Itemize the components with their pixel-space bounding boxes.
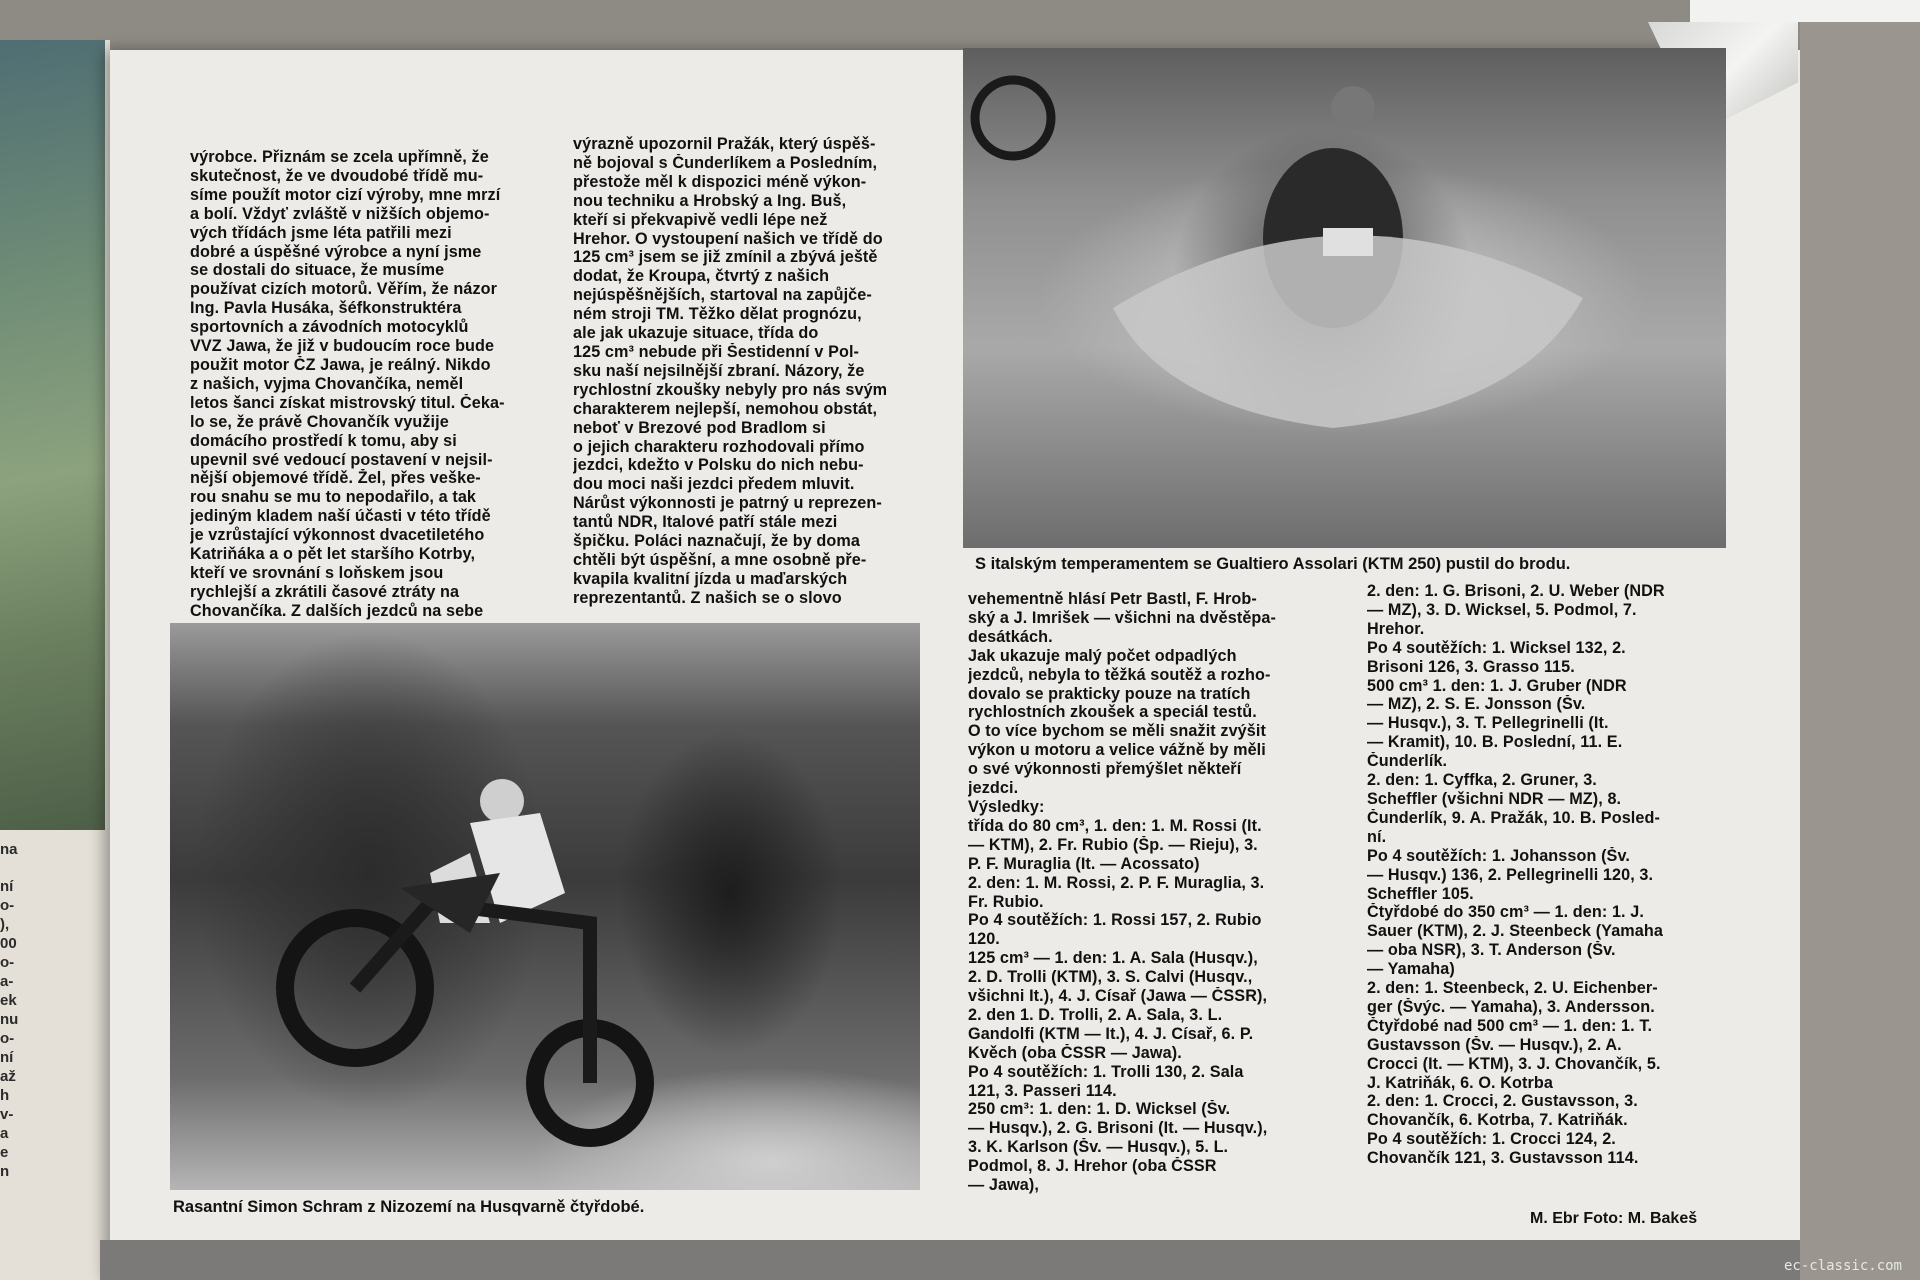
article-line: ném stroji TM. Těžko dělat prognózu, (573, 305, 862, 324)
previous-page-line: a- (0, 973, 14, 990)
article-line: — MZ), 3. D. Wicksel, 5. Podmol, 7. (1367, 600, 1637, 619)
previous-page-photo (0, 40, 105, 830)
previous-page-line: až (0, 1068, 16, 1085)
table-surface (1800, 0, 1920, 1280)
site-watermark: ec-classic.com (1783, 1258, 1902, 1274)
article-line: sku naší nejsilnější zbraní. Názory, že (573, 361, 865, 380)
article-line: rychlejší a zkrátili časové ztráty na (190, 582, 460, 601)
article-line: Crocci (It. — KTM), 3. J. Chovančík, 5. (1367, 1054, 1661, 1073)
article-line: — MZ), 2. S. E. Jonsson (Šv. (1367, 695, 1586, 714)
article-line: a bolí. Vždyť zvláště v nižších objemo- (190, 204, 490, 223)
article-line: 125 cm³ jsem se již zmínil a zbývá ještě (573, 248, 878, 267)
article-line: 250 cm³: 1. den: 1. D. Wicksel (Šv. (968, 1100, 1231, 1119)
article-line: skutečnost, že ve dvoudobé třídě mu- (190, 166, 484, 185)
previous-page-line: ní (0, 1049, 14, 1066)
article-line: P. F. Muraglia (It. — Acossato) (968, 854, 1200, 873)
article-column-1 (190, 148, 530, 621)
article-line: Kvěch (oba ČSSR — Jawa). (968, 1043, 1182, 1062)
article-line: Jak ukazuje malý počet odpadlých (968, 646, 1237, 665)
article-line: dou moci naši jezdci předem mluvit. (573, 475, 855, 494)
article-line: použit motor ČZ Jawa, je reálný. Nikdo (190, 355, 491, 374)
article-line: dobré a úspěšné výrobce a nyní jsme (190, 242, 482, 261)
article-line: Sauer (KTM), 2. J. Steenbeck (Yamaha (1367, 922, 1663, 941)
article-line: Po 4 soutěžích: 1. Crocci 124, 2. (1367, 1130, 1616, 1149)
article-line: — KTM), 2. Fr. Rubio (Šp. — Rieju), 3. (968, 835, 1258, 854)
article-line: nou techniku a Hrobský a Ing. Buš, (573, 191, 847, 210)
article-line: vých třídách jsme léta patřili mezi (190, 223, 452, 242)
article-line: domácího prostředí k tomu, aby si (190, 431, 457, 450)
article-line: jezdci. (968, 779, 1019, 798)
article-line: Chovančík 121, 3. Gustavsson 114. (1367, 1149, 1639, 1168)
article-line: jezdci, kdežto v Polsku do nich nebu- (573, 456, 864, 475)
article-line: používat cizích motorů. Věřím, že názor (190, 280, 498, 299)
previous-page-line: nu (0, 1011, 19, 1028)
article-column-3 (968, 590, 1323, 1195)
article-line: reprezentantů. Z našich se o slovo (573, 588, 842, 607)
article-line: 3. K. Karlson (Šv. — Husqv.), 5. L. (968, 1138, 1229, 1157)
article-line: — Jawa), (968, 1176, 1039, 1195)
article-line: letos šanci získat mistrovský titul. Čeka- (190, 393, 505, 412)
article-line: ský a J. Imrišek — všichni na dvěstěpa- (968, 608, 1277, 627)
motorcycle-illustration (170, 623, 920, 1190)
photo-caption-right: S italským temperamentem se Gualtiero Assolari (KTM 250) pustil do brodu. (975, 555, 1571, 573)
article-line: o své výkonnosti přemýšlet někteří (968, 760, 1242, 779)
article-line: Po 4 soutěžích: 1. Trolli 130, 2. Sala (968, 1062, 1244, 1081)
article-line: 120. (968, 930, 1000, 949)
next-page-strip (100, 1240, 1800, 1280)
article-line: ně bojoval s Čunderlíkem a Posledním, (573, 153, 878, 172)
article-line: 125 cm³ nebude při Šestidenní v Pol- (573, 342, 860, 361)
article-line: J. Katriňák, 6. O. Kotrba (1367, 1073, 1554, 1092)
paper-edge (1690, 0, 1920, 22)
previous-page-line: n (0, 1163, 10, 1180)
article-line: 2. den: 1. M. Rossi, 2. P. F. Muraglia, 3. (968, 873, 1265, 892)
previous-page-line: 00 (0, 935, 17, 952)
article-line: — Husqv.) 136, 2. Pellegrinelli 120, 3. (1367, 865, 1654, 884)
previous-page-line: v- (0, 1106, 14, 1123)
article-line: Scheffler 105. (1367, 884, 1474, 903)
article-line: kvapila kvalitní jízda u maďarských (573, 569, 848, 588)
article-line: sportovních a závodních motocyklů (190, 318, 469, 337)
previous-page-text (0, 840, 100, 1181)
article-line: 2. D. Trolli (KTM), 3. S. Calvi (Husqv., (968, 968, 1253, 987)
article-line: — Husqv.), 2. G. Brisoni (It. — Husqv.), (968, 1119, 1268, 1138)
article-line: 2. den: 1. G. Brisoni, 2. U. Weber (NDR (1367, 582, 1665, 600)
article-line: Fr. Rubio. (968, 892, 1044, 911)
previous-page-line: o- (0, 954, 15, 971)
previous-page-line: a (0, 1125, 9, 1142)
article-line: Čunderlík, 9. A. Pražák, 10. B. Posled- (1367, 808, 1660, 827)
article-column-4 (1367, 582, 1739, 1168)
article-line: Hrehor. (1367, 619, 1425, 638)
article-line: Brisoni 126, 3. Grasso 115. (1367, 657, 1575, 676)
article-line: vehementně hlásí Petr Bastl, F. Hrob- (968, 590, 1257, 608)
article-line: Gandolfi (KTM — It.), 4. J. Císař, 6. P. (968, 1024, 1254, 1043)
article-line: kteří si překvapivě vedli lépe než (573, 210, 828, 229)
previous-page-line: e (0, 1144, 9, 1161)
article-line: upevnil své vedoucí postavení v nejsil- (190, 450, 493, 469)
article-line: desátkách. (968, 627, 1053, 646)
article-line: 2. den: 1. Steenbeck, 2. U. Eichenber- (1367, 979, 1658, 998)
article-line: Nárůst výkonnosti je patrný u reprezen- (573, 494, 882, 513)
photo-caption-left: Rasantní Simon Schram z Nizozemí na Husqvarně čtyřdobé. (173, 1198, 645, 1216)
article-line: síme použít motor cizí výroby, mne mrzí (190, 185, 501, 204)
article-line: charakterem nejlepší, nemohou obstát, (573, 399, 878, 418)
article-line: neboť v Brezové pod Bradlom si (573, 418, 826, 437)
article-line: nější objemové třídě. Žel, přes veške- (190, 469, 481, 488)
article-line: Výsledky: (968, 797, 1045, 816)
article-line: dodat, že Kroupa, čtvrtý z našich (573, 267, 830, 286)
previous-page-line: o- (0, 1030, 15, 1047)
article-line: 121, 3. Passeri 114. (968, 1081, 1117, 1100)
article-line: Podmol, 8. J. Hrehor (oba ČSSR (968, 1157, 1217, 1176)
article-line: O to více bychom se měli snažit zvýšit (968, 722, 1266, 741)
article-line: jediným kladem naší účasti v této třídě (190, 507, 491, 526)
article-line: kteří ve srovnání s loňskem jsou (190, 563, 444, 582)
article-line: nejúspěšnějších, startoval na zapůjče- (573, 286, 872, 305)
article-line: VVZ Jawa, že již v budoucím roce bude (190, 337, 495, 356)
article-line: rychlostní zkoušky nebyly pro nás svým (573, 380, 888, 399)
article-line: Chovančíka. Z dalších jezdců na sebe (190, 601, 484, 620)
article-line: výrazně upozornil Pražák, který úspěš- (573, 135, 876, 153)
article-line: o jejich charakteru rozhodovali přímo (573, 437, 865, 456)
splash-illustration (963, 48, 1726, 548)
article-line: dovalo se prakticky pouze na tratích (968, 684, 1251, 703)
previous-page-line: ek (0, 992, 17, 1009)
article-line: — Husqv.), 3. T. Pellegrinelli (It. (1367, 714, 1609, 733)
previous-page-line: o- (0, 897, 15, 914)
article-line: Gustavsson (Šv. — Husqv.), 2. A. (1367, 1035, 1622, 1054)
previous-page-heading: na (0, 841, 18, 858)
article-column-2 (573, 135, 918, 608)
article-line: rychlostních zkoušek a speciál testů. (968, 703, 1257, 722)
article-line: 500 cm³ 1. den: 1. J. Gruber (NDR (1367, 676, 1627, 695)
article-line: tantů NDR, Italové patří stále mezi (573, 513, 838, 532)
article-line: Čunderlík. (1367, 752, 1448, 771)
article-line: ger (Švýc. — Yamaha), 3. Andersson. (1367, 997, 1655, 1016)
article-line: lo se, že právě Chovančík využije (190, 412, 449, 431)
article-line: 125 cm³ — 1. den: 1. A. Sala (Husqv.), (968, 949, 1258, 968)
author-photo-credit: M. Ebr Foto: M. Bakeš (1530, 1210, 1698, 1227)
article-line: — oba NSR), 3. T. Anderson (Šv. (1367, 941, 1616, 960)
article-line: je vzrůstající výkonnost dvacetiletého (190, 526, 485, 545)
previous-page-line: h (0, 1087, 10, 1104)
article-line: Katriňáka a o pět let staršího Kotrby, (190, 545, 476, 564)
article-line: ale jak ukazuje situace, třída do (573, 324, 819, 343)
article-line: Ing. Pavla Husáka, šéfkonstruktéra (190, 299, 462, 318)
photo-rider-water-splash (963, 48, 1726, 548)
article-line: se dostali do situace, že musíme (190, 261, 445, 280)
article-line: jezdců, nebyla to těžká soutěž a rozho- (968, 665, 1271, 684)
article-line: Čtyřdobé nad 500 cm³ — 1. den: 1. T. (1367, 1016, 1653, 1035)
article-line: třída do 80 cm³, 1. den: 1. M. Rossi (It. (968, 816, 1262, 835)
previous-page-line: ), (0, 916, 10, 933)
article-line: — Yamaha) (1367, 960, 1455, 979)
photo-motocross-rider-wheelie (170, 623, 920, 1190)
article-line: Po 4 soutěžích: 1. Rossi 157, 2. Rubio (968, 911, 1262, 930)
article-line: Čtyřdobé do 350 cm³ — 1. den: 1. J. (1367, 903, 1644, 922)
article-line: všichni It.), 4. J. Císař (Jawa — ČSSR), (968, 987, 1268, 1006)
article-line: Chovančík, 6. Kotrba, 7. Katriňák. (1367, 1111, 1628, 1130)
previous-page-line: ní (0, 878, 14, 895)
article-line: ní. (1367, 827, 1387, 846)
article-line: Scheffler (všichni NDR — MZ), 8. (1367, 789, 1622, 808)
article-line: přestože měl k dispozici méně výkon- (573, 172, 867, 191)
article-line: Hrehor. O vystoupení našich ve třídě do (573, 229, 883, 248)
article-line: rou snahu se mu to nepodařilo, a tak (190, 488, 477, 507)
previous-page-lines (0, 877, 100, 1181)
article-line: — Kramit), 10. B. Poslední, 11. E. (1367, 733, 1623, 752)
article-line: Po 4 soutěžích: 1. Johansson (Šv. (1367, 846, 1630, 865)
article-line: špičku. Poláci naznačují, že by doma (573, 532, 860, 551)
article-line: 2. den: 1. Cyffka, 2. Gruner, 3. (1367, 771, 1597, 790)
article-line: chtěli být úspěšní, a mne osobně pře- (573, 550, 867, 569)
article-line: z našich, vyjma Chovančíka, neměl (190, 374, 464, 393)
article-line: 2. den 1. D. Trolli, 2. A. Sala, 3. L. (968, 1005, 1223, 1024)
article-line: 2. den: 1. Crocci, 2. Gustavsson, 3. (1367, 1092, 1638, 1111)
article-line: výrobce. Přiznám se zcela upřímně, že (190, 148, 489, 166)
article-line: Po 4 soutěžích: 1. Wicksel 132, 2. (1367, 638, 1626, 657)
article-line: výkon u motoru a velice vážně by měli (968, 741, 1266, 760)
